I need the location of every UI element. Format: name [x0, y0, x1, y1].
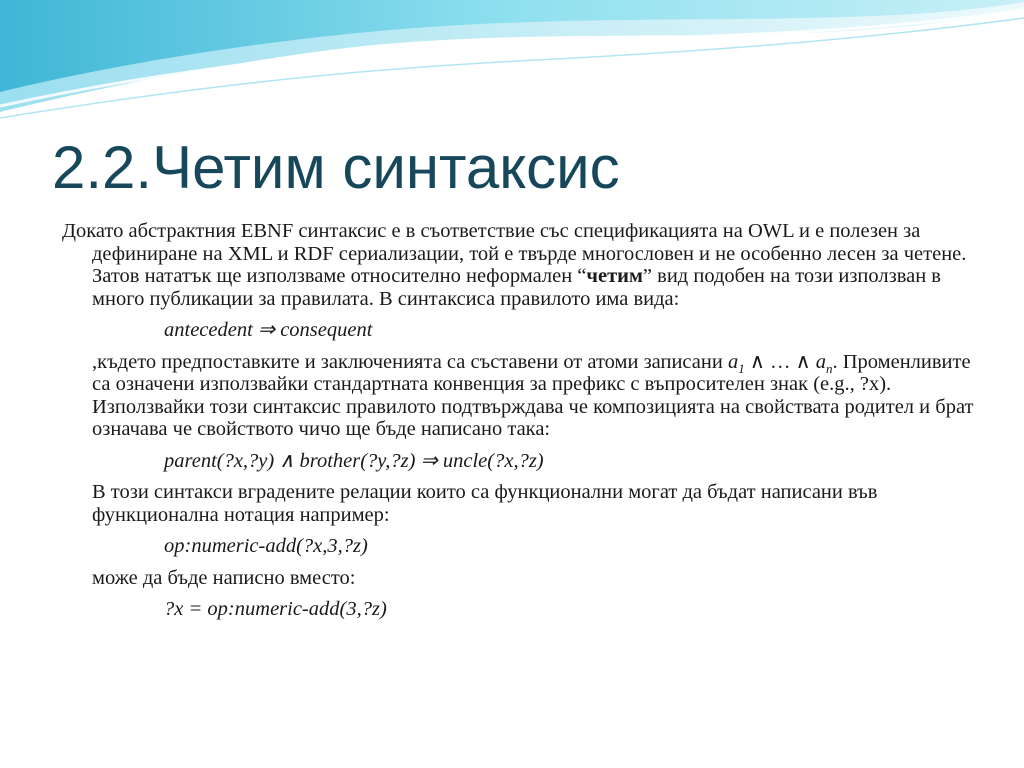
atoms-paragraph	[62, 351, 982, 441]
builtins-paragraph: В този синтакси вградените релации които са функционални могат да бъдат написани във функционална нотация например:	[92, 481, 878, 526]
header-wave-decoration	[0, 0, 1024, 130]
intro-text-2: ” вид подобен на този използван в много публикации за правилата. В синтаксиса правилото има вида:	[92, 265, 941, 310]
formula-rule-form: antecedent ⇒ consequent	[164, 319, 373, 341]
intro-bold-word: четим	[586, 265, 643, 287]
atom-first: $a_1$	[727, 350, 745, 376]
intro-text-1: Докато абстрактния EBNF синтаксис е в съответствие със спецификацията на OWL и е полезен за дефиниране на XML и RDF сериализации, той е твърде многословен и не особенно лесен за четене. Затов нататък ще използваме относително неформален “	[62, 220, 967, 287]
atoms-text-1: ,където предпоставките и заключенията са съставени от атоми записани	[92, 350, 728, 373]
formula-uncle-rule: parent(?x,?y) ∧ brother(?y,?z) ⇒ uncle(?x,?z)	[164, 449, 544, 472]
atom-conjunction: ∧ … ∧	[744, 350, 816, 373]
slide-title: 2.2.Четим синтаксис	[52, 134, 620, 201]
atom-last: $a_n$	[815, 350, 833, 376]
instead-paragraph: може да бъде написно вместо:	[92, 566, 356, 589]
atoms-text-2: . Променливите са означени използвайки стандартната конвенция за префикс с въпросителен знак (e.g., ?x). Използвайки този синтаксис правилото подтвърждава че композицията на свойствата родител и брат означава че свойството чичо ще бъде написано така:	[92, 350, 974, 440]
intro-paragraph	[62, 220, 982, 310]
slide-body	[62, 220, 982, 621]
formula-numeric-add: op:numeric-add(?x,3,?z)	[164, 535, 368, 557]
formula-assignment: ?x = op:numeric-add(3,?z)	[164, 598, 387, 620]
